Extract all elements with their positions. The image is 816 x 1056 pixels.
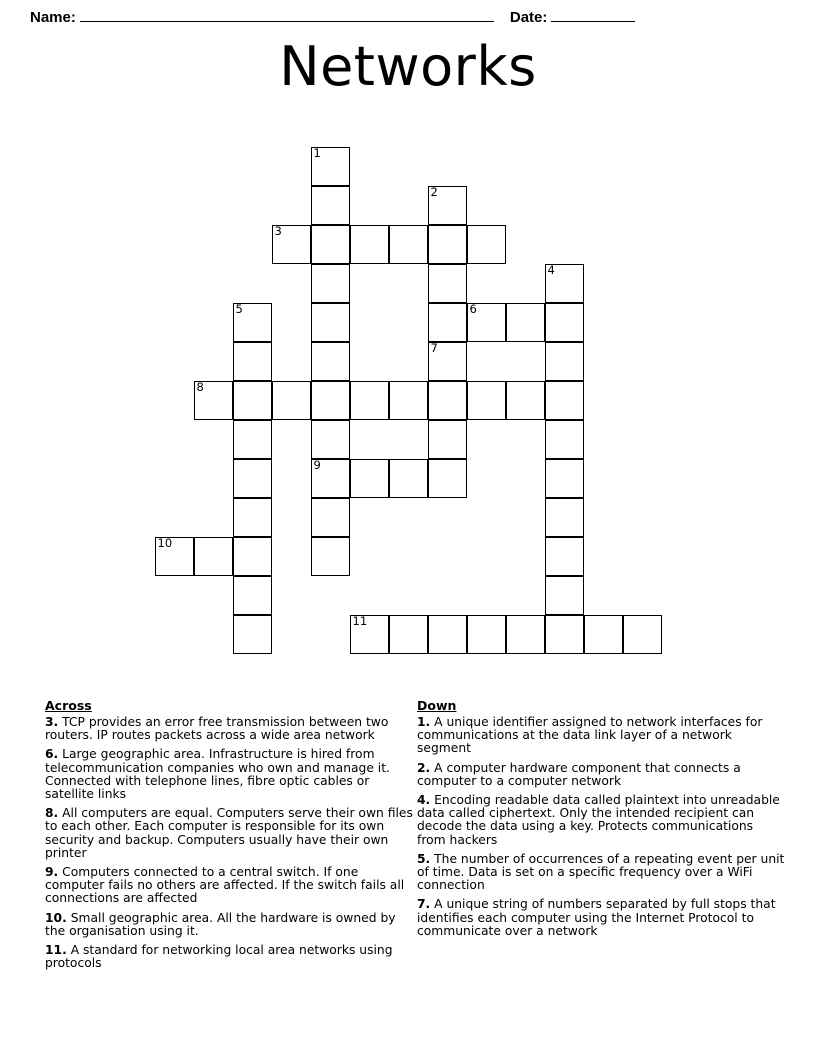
clue-number: 2. xyxy=(417,760,431,775)
clue-number: 11. xyxy=(45,943,67,958)
grid-cell[interactable] xyxy=(545,498,584,537)
grid-cell[interactable] xyxy=(428,381,467,420)
grid-cell[interactable] xyxy=(545,615,584,654)
grid-cell[interactable] xyxy=(311,303,350,342)
grid-cell[interactable] xyxy=(233,381,272,420)
clue-number: 7. xyxy=(417,897,431,912)
grid-cell[interactable] xyxy=(467,615,506,654)
clue-down-5 xyxy=(417,853,785,893)
grid-cell[interactable] xyxy=(350,459,389,498)
cell-number: 2 xyxy=(430,185,438,199)
cell-number: 8 xyxy=(196,380,204,394)
grid-cell[interactable] xyxy=(584,615,623,654)
grid-cell-start-9[interactable] xyxy=(311,459,350,498)
clue-number: 10. xyxy=(45,910,67,925)
clue-across-10 xyxy=(45,912,413,938)
across-heading: Across xyxy=(45,698,92,713)
date-label: Date: xyxy=(509,9,548,26)
grid-cell-start-8[interactable] xyxy=(194,381,233,420)
grid-cell[interactable] xyxy=(350,225,389,264)
date-input-line[interactable] xyxy=(551,8,635,22)
grid-cell[interactable] xyxy=(467,381,506,420)
cell-number: 11 xyxy=(352,614,368,628)
grid-cell[interactable] xyxy=(311,264,350,303)
grid-cell-start-5[interactable] xyxy=(233,303,272,342)
clue-down-7 xyxy=(417,898,785,938)
grid-cell[interactable] xyxy=(545,381,584,420)
down-clues-column xyxy=(417,698,785,976)
clue-across-9 xyxy=(45,866,413,906)
grid-cell[interactable] xyxy=(233,420,272,459)
grid-cell[interactable] xyxy=(233,537,272,576)
cell-number: 4 xyxy=(547,263,555,277)
clue-across-6 xyxy=(45,748,413,801)
clue-text: A unique identifier assigned to network interfaces for communications at the data link layer of a network segment xyxy=(417,715,763,756)
clue-text: All computers are equal. Computers serve their own files to each other. Each computer is responsible for its own security and backup. Computers usually have their own printer xyxy=(45,806,413,860)
clue-number: 6. xyxy=(45,747,59,762)
grid-cell[interactable] xyxy=(506,615,545,654)
grid-cell[interactable] xyxy=(428,459,467,498)
clues-section xyxy=(0,698,816,976)
grid-cell[interactable] xyxy=(389,459,428,498)
clue-number: 5. xyxy=(417,851,431,866)
grid-cell[interactable] xyxy=(350,381,389,420)
grid-cell[interactable] xyxy=(311,186,350,225)
cell-number: 3 xyxy=(274,224,282,238)
grid-cell[interactable] xyxy=(428,264,467,303)
clue-text: Encoding readable data called plaintext into unreadable data called ciphertext. Only the intended recipient can decode the data using a key. Protects communications from hackers xyxy=(417,793,780,847)
clue-text: Small geographic area. All the hardware is owned by the organisation using it. xyxy=(45,910,396,938)
clue-number: 8. xyxy=(45,806,59,821)
grid-cell[interactable] xyxy=(545,576,584,615)
grid-cell[interactable] xyxy=(545,459,584,498)
cell-number: 7 xyxy=(430,341,438,355)
grid-cell[interactable] xyxy=(389,615,428,654)
clue-number: 1. xyxy=(417,715,431,729)
grid-cell[interactable] xyxy=(428,420,467,459)
grid-cell[interactable] xyxy=(506,303,545,342)
grid-cell[interactable] xyxy=(311,381,350,420)
grid-cell[interactable] xyxy=(545,303,584,342)
down-clue-list xyxy=(417,716,785,938)
grid-cell[interactable] xyxy=(623,615,662,654)
grid-cell-start-1[interactable] xyxy=(311,147,350,186)
clue-text: The number of occurrences of a repeating event per unit of time. Data is set on a specific frequency over a WiFi connection xyxy=(417,851,785,893)
grid-cell[interactable] xyxy=(506,381,545,420)
cell-number: 9 xyxy=(313,458,321,472)
clue-number: 4. xyxy=(417,793,431,808)
grid-cell[interactable] xyxy=(311,342,350,381)
grid-cell[interactable] xyxy=(272,381,311,420)
page-title: Networks xyxy=(279,35,537,98)
down-heading: Down xyxy=(417,698,457,713)
grid-cell[interactable] xyxy=(428,225,467,264)
across-clues-column xyxy=(45,698,413,976)
grid-cell[interactable] xyxy=(233,576,272,615)
grid-cell-start-11[interactable] xyxy=(350,615,389,654)
cell-number: 1 xyxy=(313,146,321,160)
cell-number: 5 xyxy=(235,302,243,316)
grid-cell[interactable] xyxy=(545,537,584,576)
cell-number: 6 xyxy=(469,302,477,316)
grid-cell[interactable] xyxy=(311,420,350,459)
clue-text: Computers connected to a central switch. If one computer fails no others are affected. If the switch fails all connections are affected xyxy=(45,865,405,906)
grid-cell[interactable] xyxy=(389,381,428,420)
grid-cell[interactable] xyxy=(311,225,350,264)
grid-cell[interactable] xyxy=(233,498,272,537)
grid-cell[interactable] xyxy=(233,342,272,381)
grid-cell-start-7[interactable] xyxy=(428,342,467,381)
grid-cell-start-10[interactable] xyxy=(155,537,194,576)
grid-cell[interactable] xyxy=(545,420,584,459)
grid-cell[interactable] xyxy=(428,615,467,654)
clue-down-1 xyxy=(417,716,785,756)
clue-down-2 xyxy=(417,762,785,788)
across-clue-list xyxy=(45,716,413,970)
grid-cell-start-4[interactable] xyxy=(545,264,584,303)
grid-cell[interactable] xyxy=(233,459,272,498)
clue-text: A unique string of numbers separated by full stops that identifies each computer using the Internet Protocol to communicate over a network xyxy=(417,897,776,938)
cell-number: 10 xyxy=(157,536,173,550)
grid-cell[interactable] xyxy=(311,537,350,576)
grid-cell[interactable] xyxy=(389,225,428,264)
worksheet-header xyxy=(0,0,816,30)
grid-cell-start-3[interactable] xyxy=(272,225,311,264)
clue-down-4 xyxy=(417,794,785,847)
clue-number: 9. xyxy=(45,865,59,880)
name-input-line[interactable] xyxy=(80,8,494,22)
grid-cell[interactable] xyxy=(545,342,584,381)
grid-cell[interactable] xyxy=(428,303,467,342)
grid-cell-start-2[interactable] xyxy=(428,186,467,225)
grid-cell[interactable] xyxy=(311,498,350,537)
clue-number: 3. xyxy=(45,715,59,729)
clue-across-11 xyxy=(45,944,413,970)
clue-across-3 xyxy=(45,716,413,742)
date-field-group xyxy=(510,8,636,26)
clue-text: Large geographic area. Infrastructure is hired from telecommunication companies who own and manage it. Connected with telephone lines, fibre optic cables or satellite links xyxy=(45,747,390,802)
grid-cell[interactable] xyxy=(194,537,233,576)
name-label: Name: xyxy=(30,9,76,26)
clue-text: TCP provides an error free transmission between two routers. IP routes packets across a wide area network xyxy=(45,715,389,743)
clue-across-8 xyxy=(45,807,413,860)
name-field-group xyxy=(30,8,494,26)
grid-cell-start-6[interactable] xyxy=(467,303,506,342)
grid-cell[interactable] xyxy=(233,615,272,654)
clue-text: A standard for networking local area networks using protocols xyxy=(45,943,393,971)
grid-cell[interactable] xyxy=(467,225,506,264)
clue-text: A computer hardware component that connects a computer to a computer network xyxy=(417,760,741,788)
